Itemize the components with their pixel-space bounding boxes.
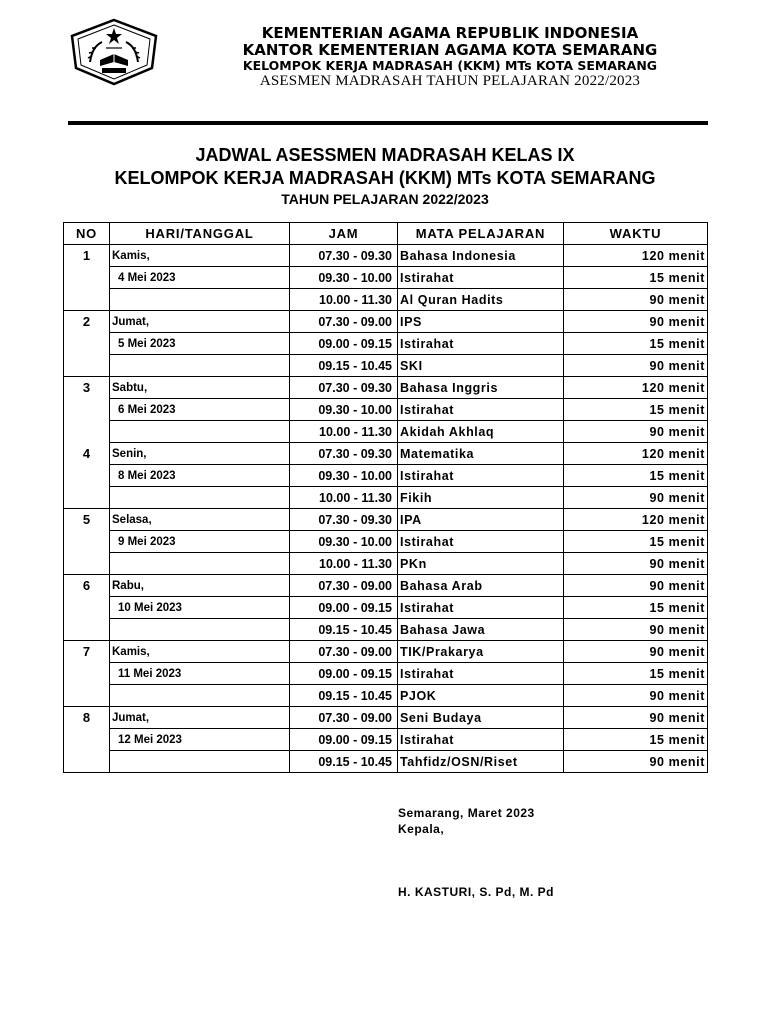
row-day-date: Sabtu, xyxy=(110,377,290,399)
row-day-date: 8 Mei 2023 xyxy=(110,465,290,487)
row-duration: 120 menit xyxy=(564,509,708,531)
row-time: 07.30 - 09.00 xyxy=(290,311,398,333)
table-row xyxy=(64,355,708,377)
table-row xyxy=(64,465,708,487)
row-time: 07.30 - 09.00 xyxy=(290,641,398,663)
row-subject: Al Quran Hadits xyxy=(398,289,564,311)
table-row xyxy=(64,597,708,619)
row-time: 09.15 - 10.45 xyxy=(290,685,398,707)
signature-place-date: Semarang, Maret 2023 xyxy=(398,806,535,820)
table-row xyxy=(64,685,708,707)
row-day-date xyxy=(110,751,290,773)
row-no xyxy=(64,487,110,509)
row-no: 8 xyxy=(64,707,110,729)
table-row xyxy=(64,751,708,773)
document-title: JADWAL ASESSMEN MADRASAH KELAS IX xyxy=(195,145,575,165)
row-time: 10.00 - 11.30 xyxy=(290,487,398,509)
row-duration: 90 menit xyxy=(564,575,708,597)
row-duration: 120 menit xyxy=(564,245,708,267)
row-time: 09.15 - 10.45 xyxy=(290,355,398,377)
row-time: 09.00 - 09.15 xyxy=(290,729,398,751)
row-time: 07.30 - 09.00 xyxy=(290,575,398,597)
row-duration: 90 menit xyxy=(564,619,708,641)
row-duration: 15 menit xyxy=(564,333,708,355)
row-day-date: 6 Mei 2023 xyxy=(110,399,290,421)
row-duration: 120 menit xyxy=(564,377,708,399)
row-duration: 90 menit xyxy=(564,707,708,729)
table-row xyxy=(64,245,708,267)
row-subject: Tahfidz/OSN/Riset xyxy=(398,751,564,773)
row-time: 09.15 - 10.45 xyxy=(290,751,398,773)
row-subject: Akidah Akhlaq xyxy=(398,421,564,443)
letterhead-office: KANTOR KEMENTERIAN AGAMA KOTA SEMARANG xyxy=(242,41,658,59)
row-no xyxy=(64,751,110,773)
row-no: 5 xyxy=(64,509,110,531)
table-row xyxy=(64,311,708,333)
row-no: 6 xyxy=(64,575,110,597)
row-duration: 15 menit xyxy=(564,465,708,487)
row-no xyxy=(64,267,110,289)
row-subject: Istirahat xyxy=(398,597,564,619)
row-no xyxy=(64,333,110,355)
row-time: 10.00 - 11.30 xyxy=(290,553,398,575)
row-duration: 15 menit xyxy=(564,729,708,751)
row-subject: PJOK xyxy=(398,685,564,707)
table-row xyxy=(64,487,708,509)
row-time: 07.30 - 09.30 xyxy=(290,509,398,531)
row-time: 09.30 - 10.00 xyxy=(290,399,398,421)
table-row xyxy=(64,619,708,641)
row-subject: Bahasa Indonesia xyxy=(398,245,564,267)
signature-name: H. KASTURI, S. Pd, M. Pd xyxy=(398,885,555,899)
row-duration: 90 menit xyxy=(564,355,708,377)
row-no xyxy=(64,597,110,619)
row-subject: Istirahat xyxy=(398,399,564,421)
row-duration: 15 menit xyxy=(564,267,708,289)
row-time: 07.30 - 09.30 xyxy=(290,377,398,399)
row-subject: Bahasa Jawa xyxy=(398,619,564,641)
row-day-date: 5 Mei 2023 xyxy=(110,333,290,355)
row-day-date: 4 Mei 2023 xyxy=(110,267,290,289)
row-day-date: Selasa, xyxy=(110,509,290,531)
table-row xyxy=(64,575,708,597)
row-subject: TIK/Prakarya xyxy=(398,641,564,663)
row-subject: IPA xyxy=(398,509,564,531)
header-subject: MATA PELAJARAN xyxy=(398,223,564,245)
letterhead-divider xyxy=(68,121,708,125)
row-no xyxy=(64,663,110,685)
row-duration: 90 menit xyxy=(564,311,708,333)
row-duration: 90 menit xyxy=(564,641,708,663)
row-subject: PKn xyxy=(398,553,564,575)
table-row xyxy=(64,289,708,311)
row-time: 10.00 - 11.30 xyxy=(290,289,398,311)
table-row xyxy=(64,729,708,751)
letterhead-ministry: KEMENTERIAN AGAMA REPUBLIK INDONESIA xyxy=(261,24,639,42)
row-subject: Istirahat xyxy=(398,267,564,289)
row-day-date: 11 Mei 2023 xyxy=(110,663,290,685)
row-no xyxy=(64,399,110,421)
row-day-date: 10 Mei 2023 xyxy=(110,597,290,619)
signature-role: Kepala, xyxy=(398,822,445,836)
row-subject: Istirahat xyxy=(398,729,564,751)
table-row xyxy=(64,443,708,465)
letterhead-kkm: KELOMPOK KERJA MADRASAH (KKM) MTs KOTA SEMARANG xyxy=(242,58,658,73)
row-no xyxy=(64,355,110,377)
row-time: 09.30 - 10.00 xyxy=(290,267,398,289)
row-time: 09.00 - 09.15 xyxy=(290,333,398,355)
row-duration: 90 menit xyxy=(564,421,708,443)
row-duration: 15 menit xyxy=(564,399,708,421)
row-no: 4 xyxy=(64,443,110,465)
row-time: 09.00 - 09.15 xyxy=(290,597,398,619)
row-subject: Seni Budaya xyxy=(398,707,564,729)
row-time: 10.00 - 11.30 xyxy=(290,421,398,443)
row-no xyxy=(64,289,110,311)
row-time: 07.30 - 09.00 xyxy=(290,707,398,729)
row-duration: 15 menit xyxy=(564,531,708,553)
row-subject: IPS xyxy=(398,311,564,333)
row-subject: Istirahat xyxy=(398,531,564,553)
table-row xyxy=(64,399,708,421)
row-duration: 15 menit xyxy=(564,663,708,685)
row-no xyxy=(64,619,110,641)
row-no: 3 xyxy=(64,377,110,399)
row-day-date xyxy=(110,553,290,575)
table-row xyxy=(64,509,708,531)
table-row xyxy=(64,663,708,685)
row-subject: Bahasa Inggris xyxy=(398,377,564,399)
row-no xyxy=(64,729,110,751)
row-day-date: Kamis, xyxy=(110,641,290,663)
table-row xyxy=(64,641,708,663)
table-row xyxy=(64,421,708,443)
row-duration: 90 menit xyxy=(564,553,708,575)
header-no: NO xyxy=(64,223,110,245)
row-time: 09.15 - 10.45 xyxy=(290,619,398,641)
header-time: JAM xyxy=(290,223,398,245)
row-no xyxy=(64,531,110,553)
table-row xyxy=(64,531,708,553)
row-duration: 15 menit xyxy=(564,597,708,619)
schedule-table xyxy=(63,222,708,773)
letterhead-assessment: ASESMEN MADRASAH TAHUN PELAJARAN 2022/2023 xyxy=(259,73,641,89)
row-day-date xyxy=(110,355,290,377)
kemenag-emblem-icon xyxy=(68,18,160,86)
row-day-date: Rabu, xyxy=(110,575,290,597)
row-day-date: Jumat, xyxy=(110,311,290,333)
row-time: 09.30 - 10.00 xyxy=(290,465,398,487)
row-time: 09.00 - 09.15 xyxy=(290,663,398,685)
row-day-date xyxy=(110,619,290,641)
row-time: 09.30 - 10.00 xyxy=(290,531,398,553)
row-time: 07.30 - 09.30 xyxy=(290,443,398,465)
row-no xyxy=(64,685,110,707)
table-header-row xyxy=(64,223,708,245)
row-day-date xyxy=(110,289,290,311)
row-subject: Bahasa Arab xyxy=(398,575,564,597)
row-no: 1 xyxy=(64,245,110,267)
row-no xyxy=(64,465,110,487)
row-day-date: 9 Mei 2023 xyxy=(110,531,290,553)
row-duration: 90 menit xyxy=(564,289,708,311)
row-subject: Istirahat xyxy=(398,663,564,685)
row-subject: Matematika xyxy=(398,443,564,465)
row-day-date: Jumat, xyxy=(110,707,290,729)
header-day-date: HARI/TANGGAL xyxy=(110,223,290,245)
table-row xyxy=(64,707,708,729)
row-subject: Fikih xyxy=(398,487,564,509)
row-duration: 90 menit xyxy=(564,685,708,707)
row-subject: Istirahat xyxy=(398,465,564,487)
row-day-date: Kamis, xyxy=(110,245,290,267)
header-duration: WAKTU xyxy=(564,223,708,245)
table-row xyxy=(64,553,708,575)
row-no: 7 xyxy=(64,641,110,663)
row-day-date: 12 Mei 2023 xyxy=(110,729,290,751)
row-duration: 90 menit xyxy=(564,751,708,773)
row-day-date xyxy=(110,421,290,443)
table-row xyxy=(64,267,708,289)
row-day-date xyxy=(110,685,290,707)
row-no: 2 xyxy=(64,311,110,333)
row-day-date: Senin, xyxy=(110,443,290,465)
row-no xyxy=(64,421,110,443)
row-time: 07.30 - 09.30 xyxy=(290,245,398,267)
row-subject: SKI xyxy=(398,355,564,377)
document-year: TAHUN PELAJARAN 2022/2023 xyxy=(281,191,489,207)
row-day-date xyxy=(110,487,290,509)
row-duration: 90 menit xyxy=(564,487,708,509)
table-row xyxy=(64,333,708,355)
row-duration: 120 menit xyxy=(564,443,708,465)
document-subtitle: KELOMPOK KERJA MADRASAH (KKM) MTs KOTA SEMARANG xyxy=(114,168,656,188)
row-no xyxy=(64,553,110,575)
row-subject: Istirahat xyxy=(398,333,564,355)
table-row xyxy=(64,377,708,399)
